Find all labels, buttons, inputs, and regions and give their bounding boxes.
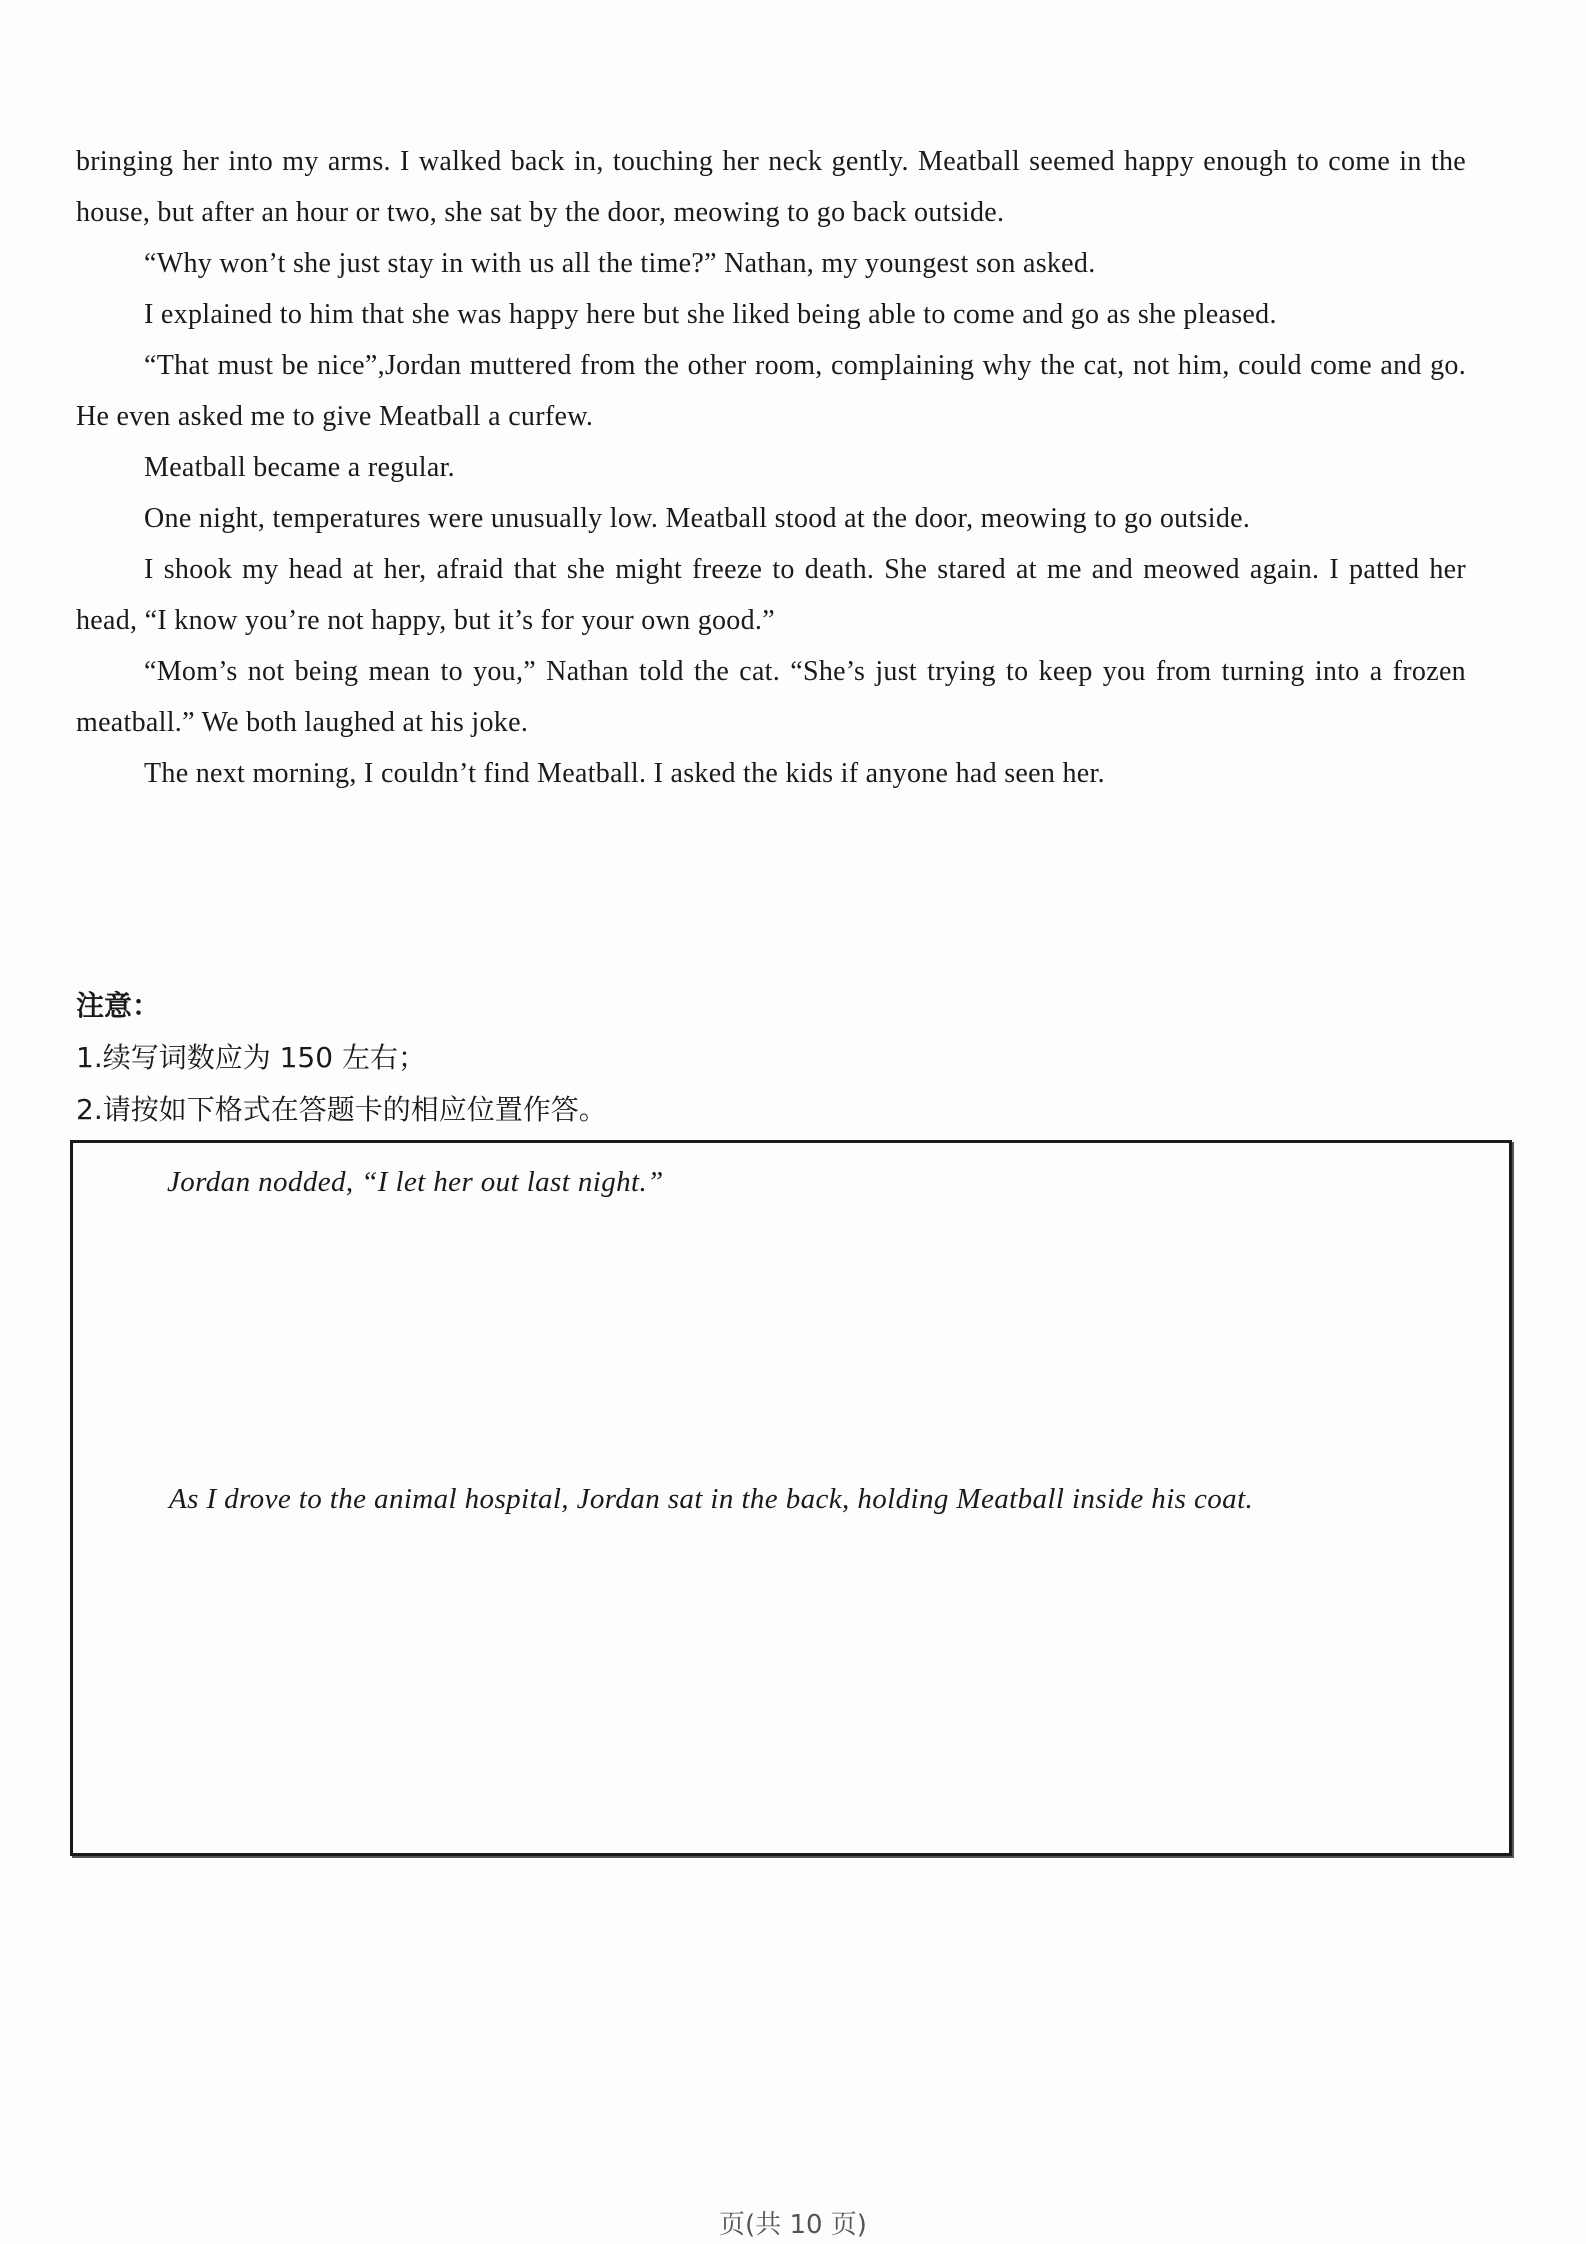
story-paragraph-8: “Mom’s not being mean to you,” Nathan told the cat. “She’s just trying to keep you from turning into a frozen meatball.” We both laughed at his joke. xyxy=(76,656,1466,738)
answer-box xyxy=(70,1140,1512,1856)
story-paragraph-5: Meatball became a regular. xyxy=(144,452,455,483)
notes-section xyxy=(76,980,1466,1136)
story-paragraph-6: One night, temperatures were unusually low. Meatball stood at the door, meowing to go outside. xyxy=(144,503,1251,534)
story-text xyxy=(76,136,1466,799)
note-item-word-count: 1.续写词数应为 150 左右； xyxy=(76,1041,426,1074)
note-item-format: 2.请按如下格式在答题卡的相应位置作答。 xyxy=(76,1093,607,1126)
notes-title: 注意： xyxy=(76,989,161,1022)
story-paragraph-7: I shook my head at her, afraid that she might freeze to death. She stared at me and meowed again. I patted her head, “I know you’re not happy, but it’s for your own good.” xyxy=(76,554,1466,636)
story-paragraph-9: The next morning, I couldn’t find Meatball. I asked the kids if anyone had seen her. xyxy=(144,758,1105,789)
continuation-prompt-2: As I drove to the animal hospital, Jordan sat in the back, holding Meatball inside his coat. xyxy=(169,1483,1254,1515)
story-paragraph-4: “That must be nice”,Jordan muttered from the other room, complaining why the cat, not him, could come and go. He even asked me to give Meatball a curfew. xyxy=(76,350,1466,432)
story-paragraph-3: I explained to him that she was happy here but she liked being able to come and go as she pleased. xyxy=(144,299,1277,330)
page-footer: 页(共 10 页) xyxy=(719,2210,867,2240)
story-paragraph-1: bringing her into my arms. I walked back in, touching her neck gently. Meatball seemed happy enough to come in the house, but after an hour or two, she sat by the door, meowing to go back outside. xyxy=(76,146,1466,228)
continuation-prompt-1: Jordan nodded, “I let her out last night.” xyxy=(167,1166,664,1198)
story-paragraph-2: “Why won’t she just stay in with us all the time?” Nathan, my youngest son asked. xyxy=(144,248,1096,279)
